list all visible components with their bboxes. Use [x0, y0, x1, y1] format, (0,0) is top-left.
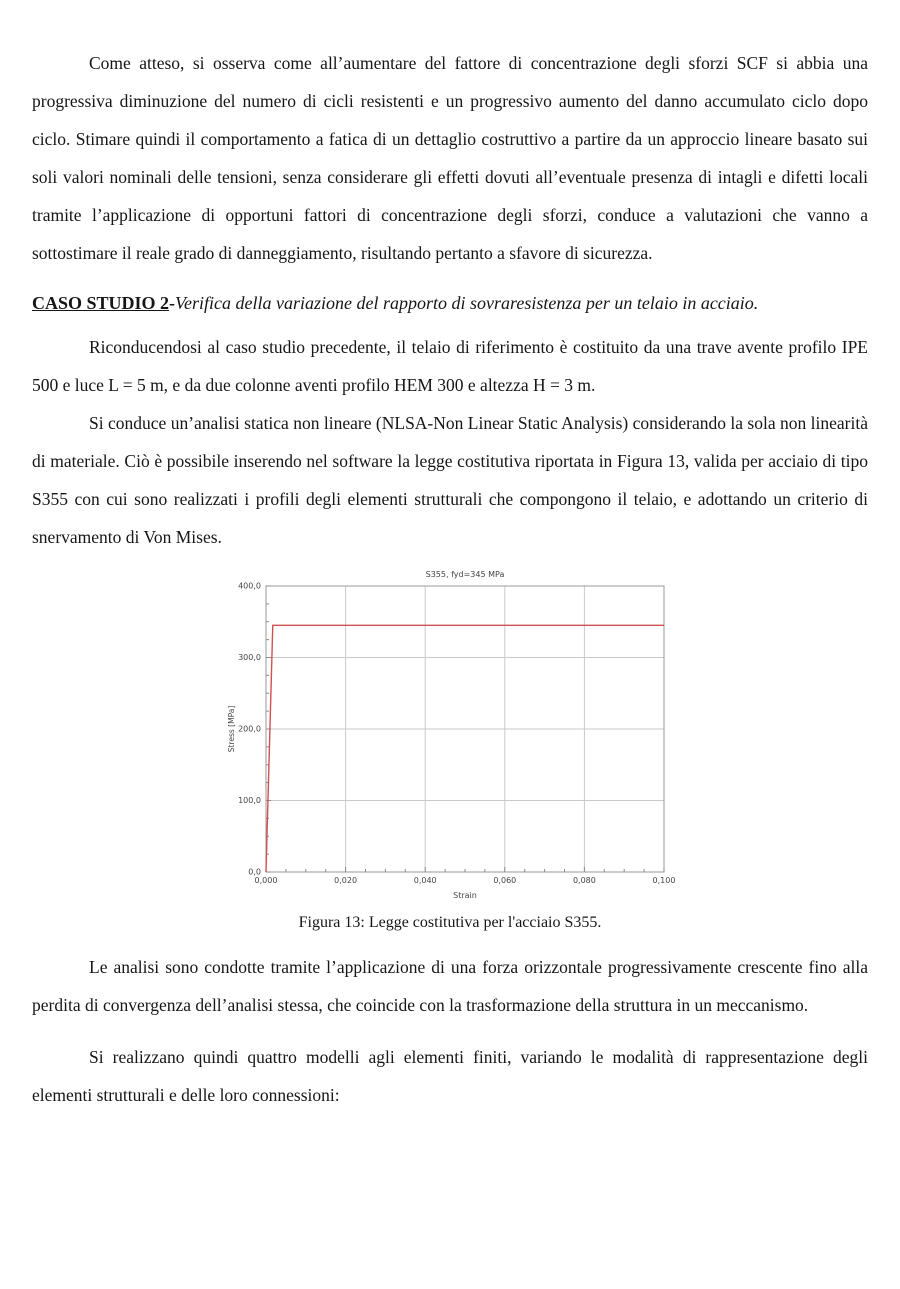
chart-title: S355, fyd=345 MPa — [425, 570, 505, 579]
section-heading-label: CASO STUDIO 2 — [32, 293, 170, 313]
section-heading-separator: - — [169, 293, 176, 313]
svg-text:300,0: 300,0 — [238, 653, 261, 662]
svg-text:0,0: 0,0 — [248, 867, 261, 877]
svg-text:0,000: 0,000 — [254, 876, 278, 885]
paragraph-scf-fatica: Come atteso, si osserva come all’aumentare del fattore di concentrazione degli sforzi SCF si abbia una progressiva diminuzione del numero di cicli resistenti e un progressivo aumento del danno accumulato ciclo dopo ciclo. Stimare quindi il comportamento a fatica di un dettaglio costruttivo a partire da un approccio lineare basato sui soli valori nominali delle tensioni, senza considerare gli effetti dovuti all’eventuale presenza di intagli e difetti locali tramite l’applicazione di opportuni fattori di concentrazione degli sforzi, conduce a valutazioni che vanno a sottostimare il reale grado di danneggiamento, risultando pertanto a sfavore di sicurezza. — [32, 53, 868, 263]
svg-text:400,0: 400,0 — [238, 581, 261, 591]
svg-text:0,040: 0,040 — [413, 876, 437, 885]
paragraph-forza-orizzontale: Le analisi sono condotte tramite l’applicazione di una forza orizzontale progressivamente crescente fino alla perdita di convergenza dell’analisi stessa, che coincide con la trasformazione della struttura in un meccanismo. — [32, 957, 868, 1015]
svg-text:200,0: 200,0 — [238, 724, 261, 734]
svg-text:0,080: 0,080 — [572, 876, 596, 885]
chart-xlabel: Strain — [453, 891, 477, 900]
chart-gridlines — [266, 586, 664, 872]
tick-labels — [238, 582, 675, 886]
section-heading-caso-studio-2 — [32, 284, 868, 322]
figure-13 — [224, 566, 676, 934]
paragraph-analisi-non-lineare: Si conduce un’analisi statica non lineare (NLSA-Non Linear Static Analysis) considerando la sola non linearità di materiale. Ciò è possibile inserendo nel software la legge costitutiva riportata in Figura 13, valida per acciaio di tipo S355 con cui sono realizzati i profili degli elementi strutturali che compongono il telaio, e adottando un criterio di snervamento di Von Mises. — [32, 413, 868, 547]
stress-strain-chart — [224, 566, 676, 906]
chart-ylabel: Stress [MPa] — [227, 705, 236, 753]
section-heading-title: Verifica della variazione del rapporto di sovraresistenza per un telaio in acciaio. — [175, 293, 759, 313]
paragraph-quattro-modelli: Si realizzano quindi quattro modelli agli elementi finiti, variando le modalità di rappresentazione degli elementi strutturali e delle loro connessioni: — [32, 1047, 868, 1105]
svg-text:0,100: 0,100 — [652, 876, 676, 885]
svg-text:0,020: 0,020 — [334, 876, 358, 885]
svg-text:100,0: 100,0 — [238, 796, 261, 805]
figure-caption: Figura 13: Legge costitutiva per l'acciaio S355. — [298, 914, 602, 931]
series-curve — [266, 625, 664, 872]
paragraph-telaio-riferimento: Riconducendosi al caso studio precedente, il telaio di riferimento è costituito da una trave avente profilo IPE 500 e luce L = 5 m, e da due colonne aventi profilo HEM 300 e altezza H = 3 m. — [32, 337, 868, 395]
svg-text:0,060: 0,060 — [493, 876, 517, 885]
